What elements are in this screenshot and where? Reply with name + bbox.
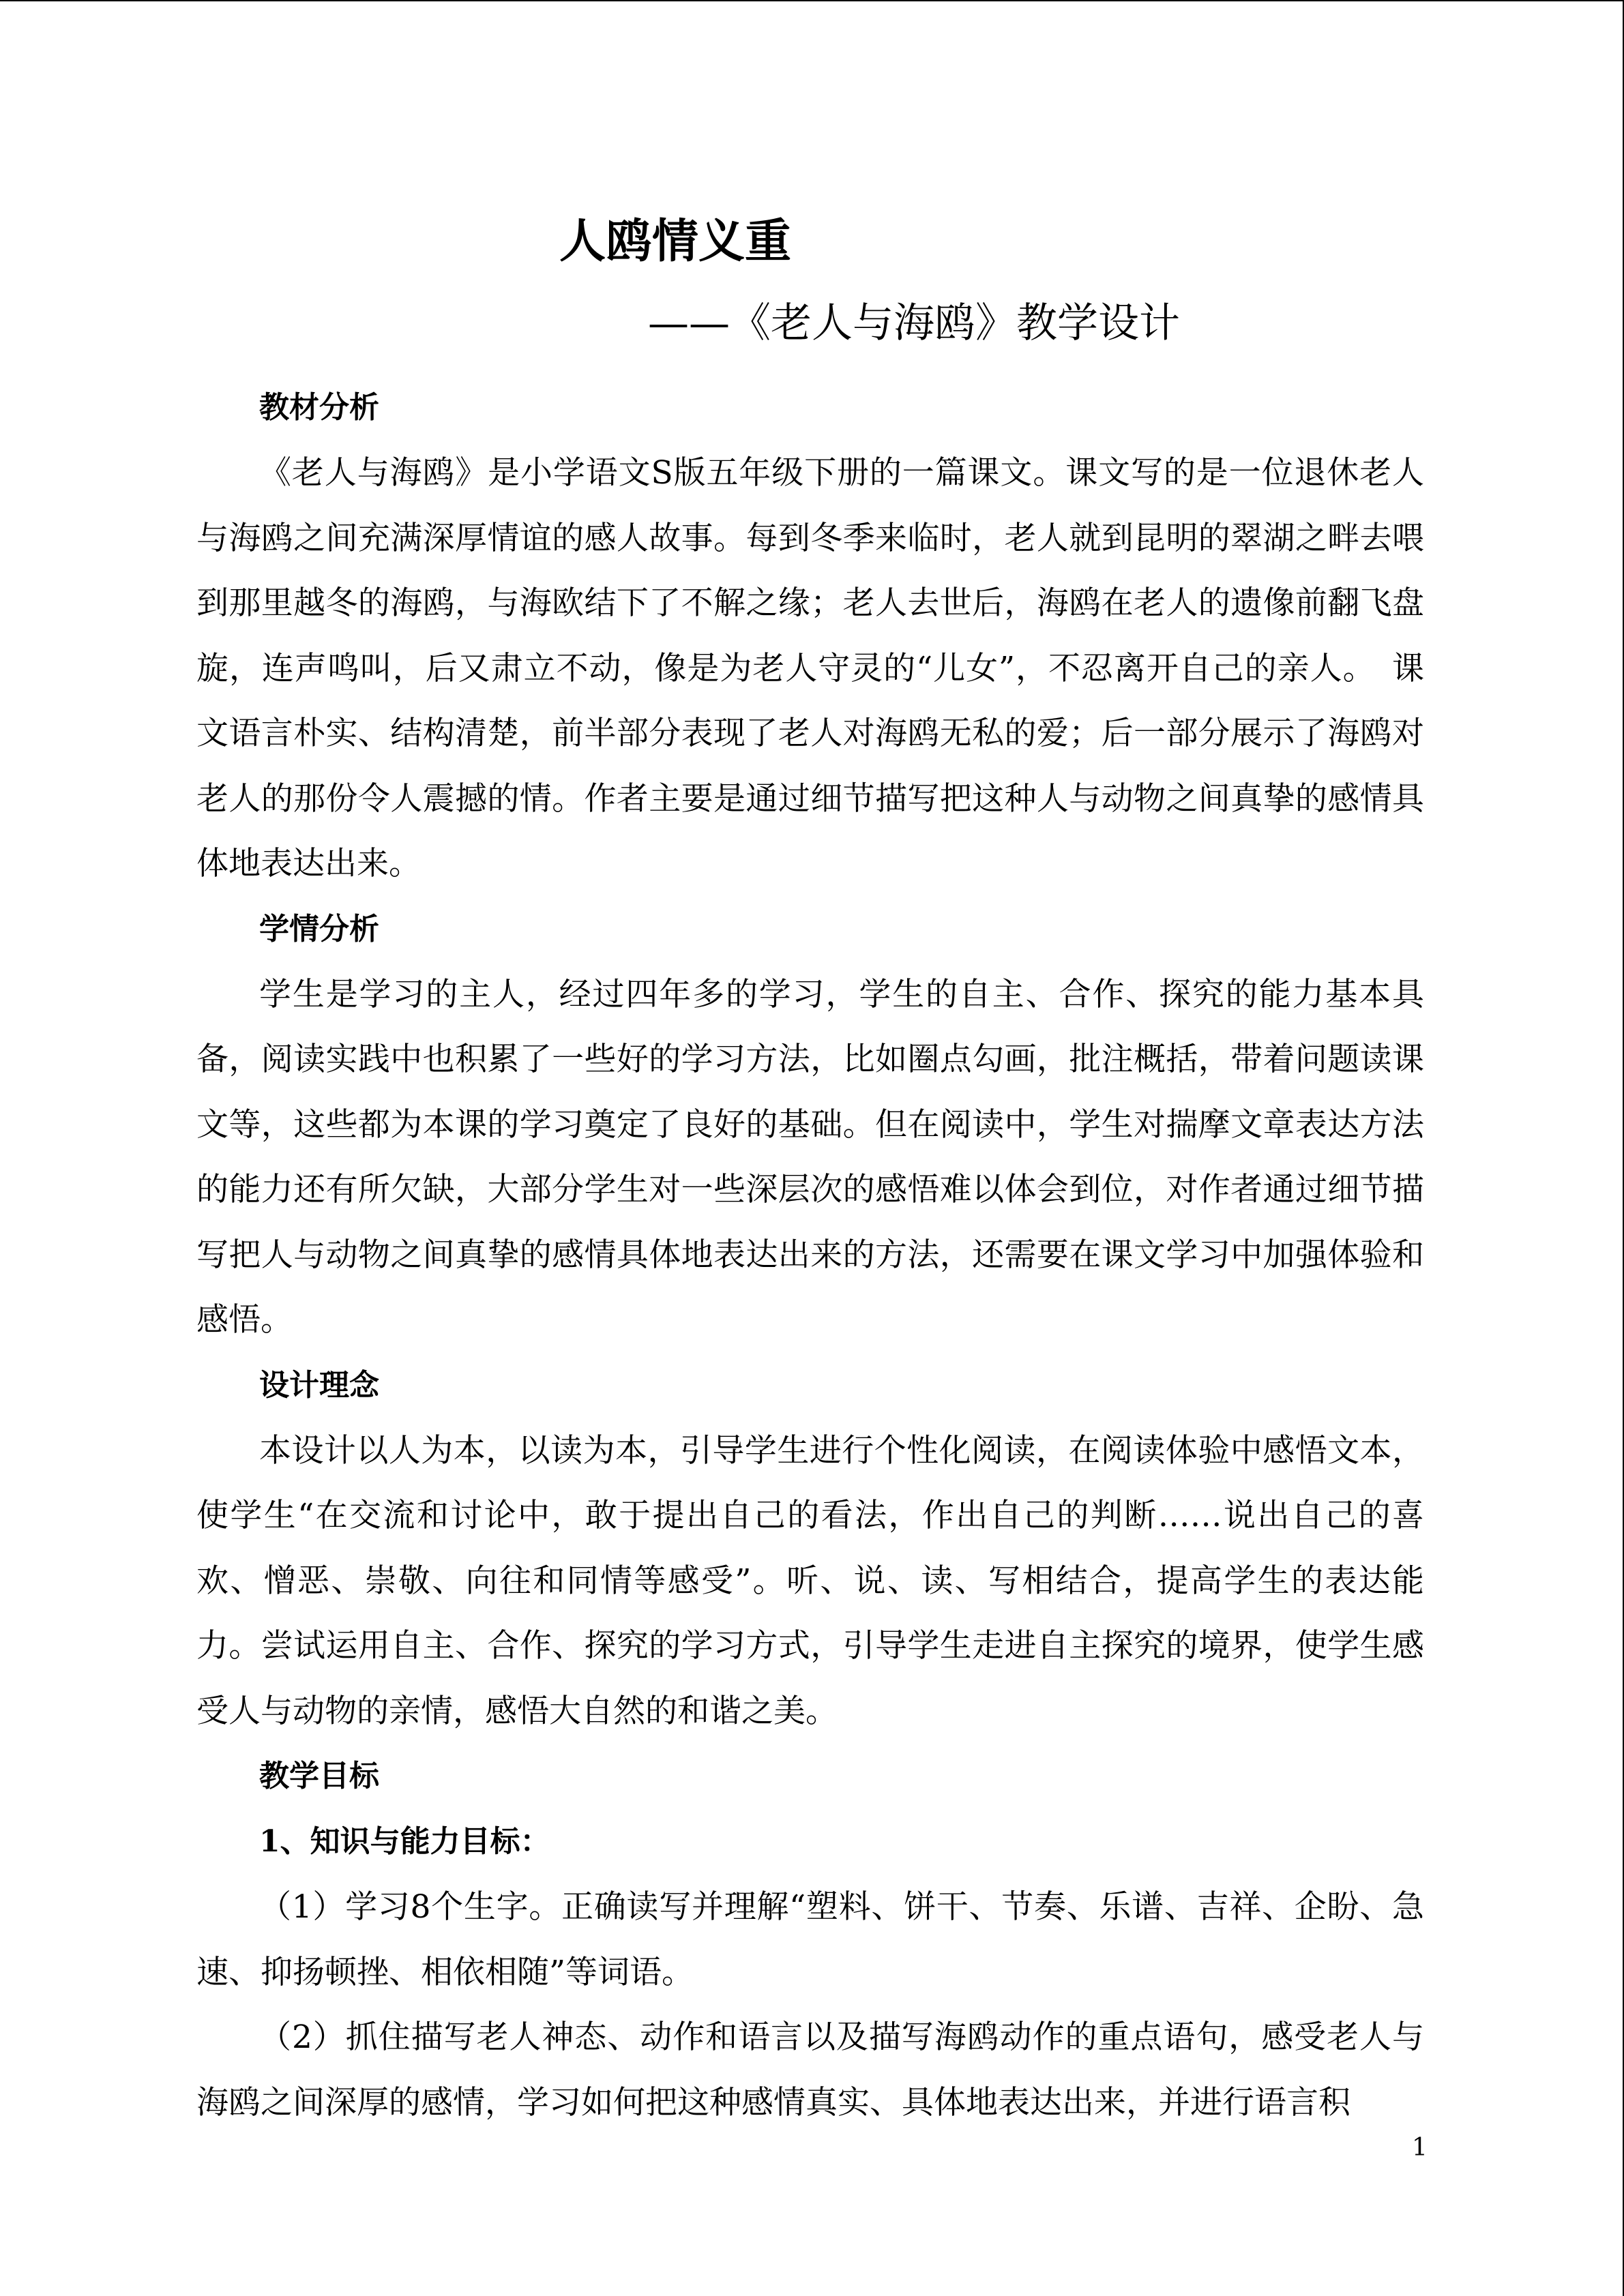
body-paragraph: 本设计以人为本，以读为本，引导学生进行个性化阅读，在阅读体验中感悟文本，使学生“在交流和讨论中，敢于提出自己的看法，作出自己的判断……说出自己的喜欢、憎恶、崇敬、向往和同情等感受”。听、说、读、写相结合，提高学生的表达能力。尝试运用自主、合作、探究的学习方式，引导学生走进自主探究的境界，使学生感受人与动物的亲情，感悟大自然的和谐之美。 bbox=[196, 1431, 1424, 1730]
section-textbook-analysis bbox=[196, 375, 1424, 897]
section-heading: 学情分析 bbox=[259, 911, 379, 946]
body-paragraph: 《老人与海鸥》是小学语文S版五年级下册的一篇课文。课文写的是一位退休老人与海鸥之间充满深厚情谊的感人故事。每到冬季来临时，老人就到昆明的翠湖之畔去喂到那里越冬的海鸥，与海欧结下了不解之缘；老人去世后，海鸥在老人的遗像前翻飞盘旋，连声鸣叫，后又肃立不动，像是为老人守灵的“儿女”，不忍离开自己的亲人。 课文语言朴实、结构清楚，前半部分表现了老人对海鸥无私的爱；后一部分展示了海鸥对老人的那份令人震撼的情。作者主要是通过细节描写把这种人与动物之间真挚的感情具体地表达出来。 bbox=[196, 454, 1424, 882]
section-subheading: 1、知识与能力目标： bbox=[259, 1824, 550, 1859]
body-paragraph: （1）学习8个生字。正确读写并理解“塑料、饼干、节奏、乐谱、吉祥、企盼、急速、抑扬顿挫、相依相随”等词语。 bbox=[196, 1888, 1424, 1991]
document-subtitle: ——《老人与海鸥》教学设计 bbox=[648, 299, 1180, 347]
document-body bbox=[196, 375, 1424, 2135]
body-paragraph: （2）抓住描写老人神态、动作和语言以及描写海鸥动作的重点语句，感受老人与海鸥之间深厚的感情，学习如何把这种感情真实、具体地表达出来，并进行语言积 bbox=[196, 2018, 1424, 2121]
section-design-concept bbox=[196, 1353, 1424, 1744]
section-student-analysis bbox=[196, 897, 1424, 1353]
document-title: 人鸥情义重 bbox=[559, 214, 792, 269]
body-paragraph: 学生是学习的主人，经过四年多的学习，学生的自主、合作、探究的能力基本具备，阅读实践中也积累了一些好的学习方法，比如圈点勾画，批注概括，带着问题读课文等，这些都为本课的学习奠定了良好的基础。但在阅读中，学生对揣摩文章表达方法的能力还有所欠缺，大部分学生对一些深层次的感悟难以体会到位，对作者通过细节描写把人与动物之间真挚的感情具体地表达出来的方法，还需要在课文学习中加强体验和感悟。 bbox=[196, 975, 1424, 1339]
section-heading: 教学目标 bbox=[259, 1759, 379, 1793]
page-number: 1 bbox=[1412, 2134, 1428, 2162]
section-heading: 教材分析 bbox=[259, 390, 379, 425]
section-teaching-goals bbox=[196, 1744, 1424, 2135]
section-heading: 设计理念 bbox=[259, 1367, 379, 1403]
